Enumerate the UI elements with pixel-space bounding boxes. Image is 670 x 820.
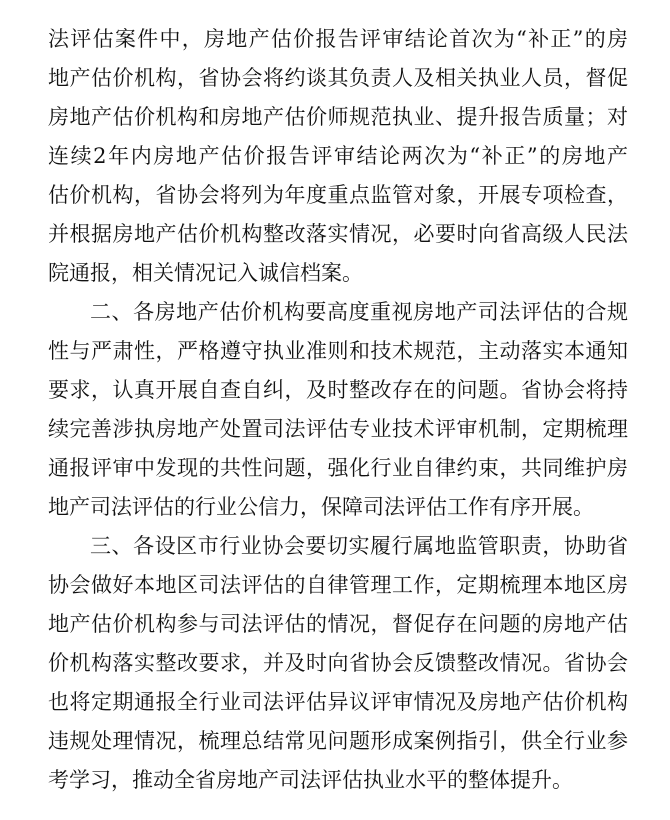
text-line: 二、各房地产估价机构要高度重视房地产司法评估的合规	[90, 300, 628, 324]
text-line: 地产司法评估的行业公信力，保障司法评估工作有序开展。	[48, 495, 594, 519]
text-line: 违规处理情况，梳理总结常见问题形成案例指引，供全行业参	[48, 729, 628, 753]
paragraph-section-3	[48, 527, 628, 800]
text-line: 要求，认真开展自查自纠，及时整改存在的问题。省协会将持	[48, 378, 628, 402]
text-line: 院通报，相关情况记入诚信档案。	[48, 261, 363, 285]
text-line: 地产估价机构参与司法评估的情况，督促存在问题的房地产估	[48, 612, 628, 636]
text-line: 地产估价机构，省协会将约谈其负责人及相关执业人员，督促	[48, 66, 628, 90]
text-line: 也将定期通报全行业司法评估异议评审情况及房地产估价机构	[48, 690, 628, 714]
text-line: 续完善涉执房地产处置司法评估专业技术评审机制，定期梳理	[48, 417, 628, 441]
text-line: 协会做好本地区司法评估的自律管理工作，定期梳理本地区房	[48, 573, 628, 597]
text-line: 房地产估价机构和房地产估价师规范执业、提升报告质量；对	[48, 105, 628, 129]
document-body	[48, 20, 628, 800]
text-line: 考学习，推动全省房地产司法评估执业水平的整体提升。	[48, 768, 573, 792]
text-line: 性与严肃性，严格遵守执业准则和技术规范，主动落实本通知	[48, 339, 628, 363]
text-line: 价机构落实整改要求，并及时向省协会反馈整改情况。省协会	[48, 651, 628, 675]
text-line: 连续2年内房地产估价报告评审结论两次为“补正”的房地产	[48, 144, 628, 168]
text-line: 并根据房地产估价机构整改落实情况，必要时向省高级人民法	[48, 222, 628, 246]
paragraph-continuation	[48, 20, 628, 293]
paragraph-section-2	[48, 293, 628, 527]
text-line: 通报评审中发现的共性问题，强化行业自律约束，共同维护房	[48, 456, 628, 480]
text-line: 法评估案件中，房地产估价报告评审结论首次为“补正”的房	[48, 27, 628, 51]
text-line: 估价机构，省协会将列为年度重点监管对象，开展专项检查，	[48, 183, 628, 207]
text-line: 三、各设区市行业协会要切实履行属地监管职责，协助省	[90, 534, 628, 558]
